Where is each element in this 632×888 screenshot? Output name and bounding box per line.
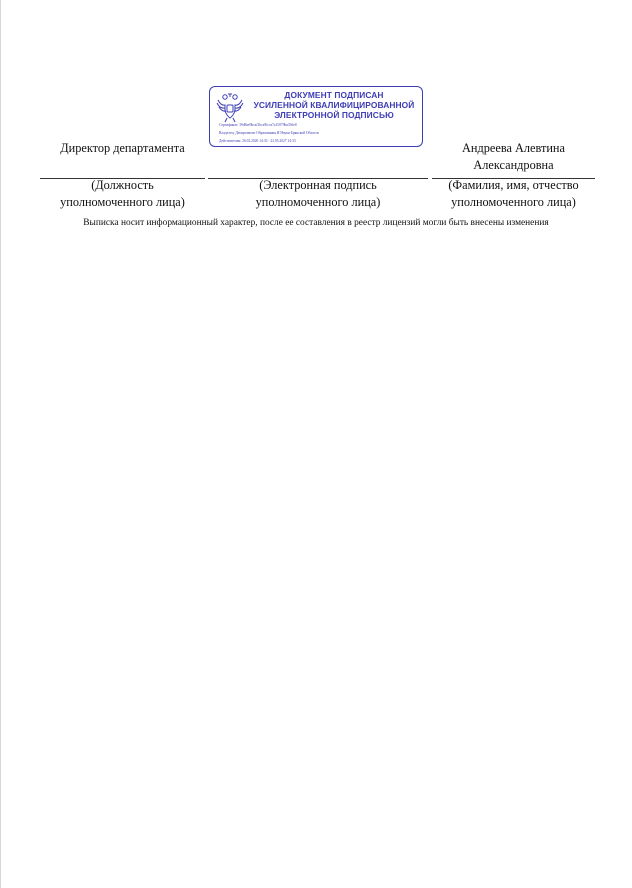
- full-name-value: [432, 140, 595, 174]
- electronic-signature-stamp: [209, 86, 423, 147]
- full-name-line: Андреева Алевтина: [462, 141, 565, 155]
- position-value: Директор департамента: [60, 141, 185, 155]
- position-caption: [40, 177, 205, 211]
- stamp-title-line: ДОКУМЕНТ ПОДПИСАН: [284, 90, 384, 100]
- full-name-line: Александровна: [473, 158, 554, 172]
- caption-line: (Фамилия, имя, отчество: [448, 178, 579, 192]
- stamp-title: [246, 90, 422, 120]
- stamp-validity: Действителен: 26.02.2026 14:33 - 22.05.2027 14:33: [219, 139, 296, 143]
- stamp-owner: Владелец: Департамент Образования И Науки Брянской Области: [219, 131, 319, 135]
- stamp-title-line: УСИЛЕННОЙ КВАЛИФИЦИРОВАННОЙ: [253, 100, 415, 110]
- stamp-title-line: ЭЛЕКТРОННОЙ ПОДПИСЬЮ: [274, 110, 394, 120]
- signature-caption: [208, 177, 428, 211]
- caption-line: (Должность: [91, 178, 154, 192]
- disclaimer-note: Выписка носит информационный характер, после ее составления в реестр лицензий могли быть внесены изменения: [83, 218, 549, 228]
- stamp-certificate: Сертификат: 39d8ae9bcaf1bca9fcca7a15079ba336e8: [219, 123, 297, 127]
- caption-line: (Электронная подпись: [259, 178, 377, 192]
- page-edge: [0, 0, 1, 888]
- caption-line: уполномоченного лица): [60, 195, 185, 209]
- caption-line: уполномоченного лица): [255, 195, 381, 209]
- caption-line: уполномоченного лица): [451, 195, 576, 209]
- coat-of-arms-icon: [215, 91, 245, 123]
- full-name-caption: [432, 177, 595, 211]
